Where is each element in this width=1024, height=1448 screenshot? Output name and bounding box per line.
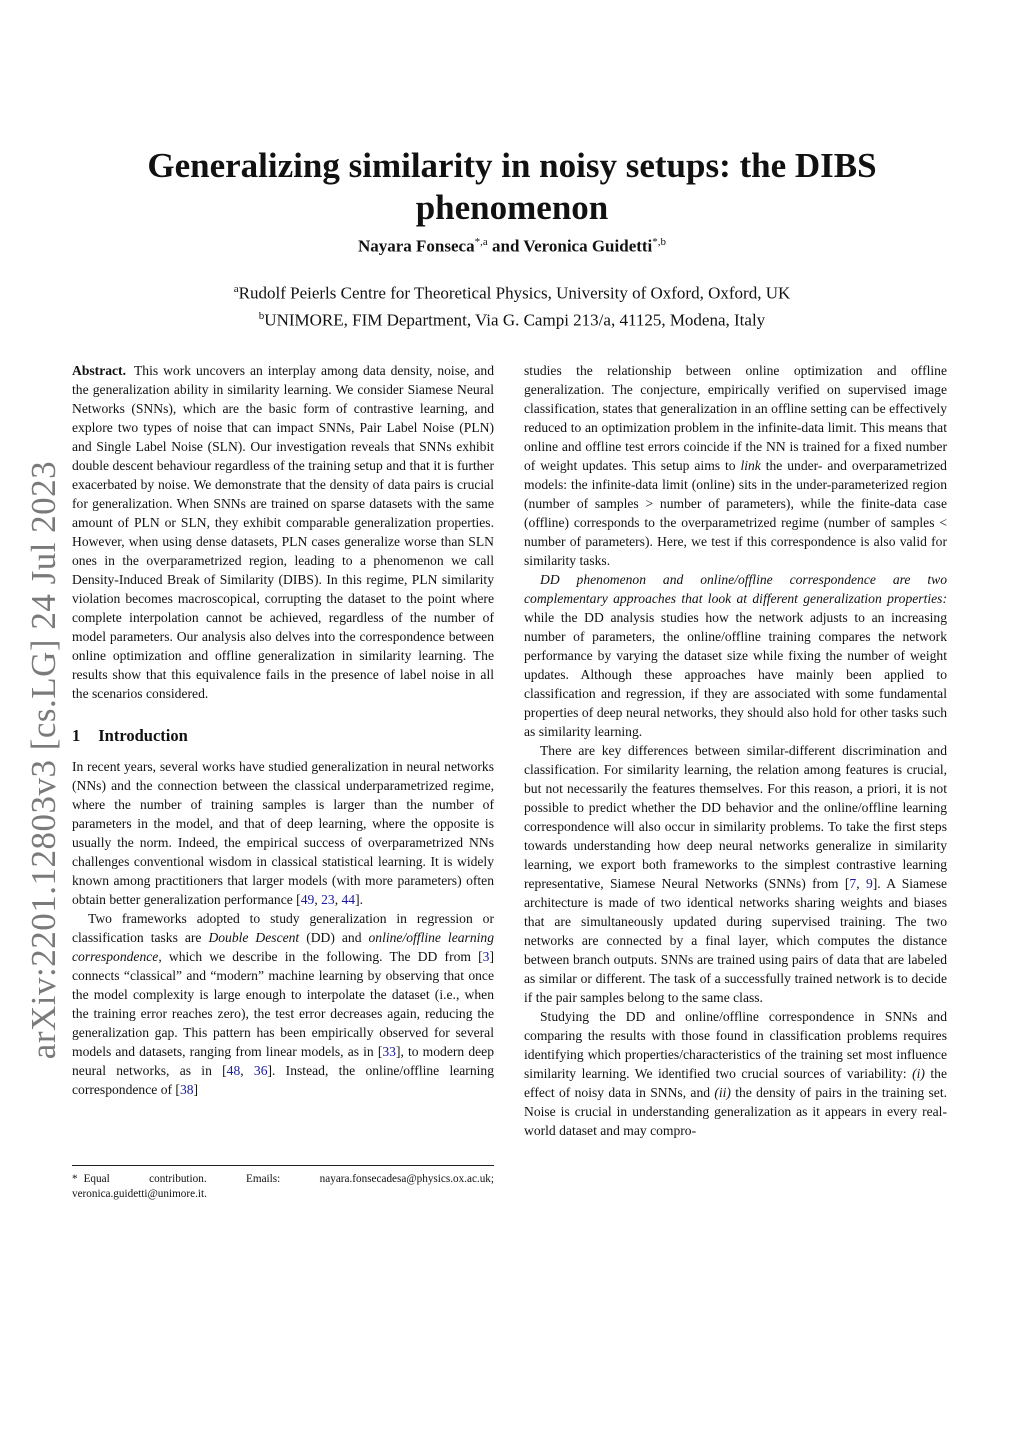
text-run: ], to modern deep neural networks, as in [: [72, 1044, 494, 1078]
affiliation-line: [100, 278, 924, 305]
author-line: [100, 236, 924, 257]
citation-link[interactable]: 36: [253, 1063, 268, 1078]
text-run: Studying the DD and online/offline correspondence in SNNs and comparing the results with those found in classification problems requires identifying which properties/characteristics of the training set most influence similarity learning. We identified two crucial sources of variability:: [524, 1009, 947, 1081]
text-run: ].: [355, 892, 364, 907]
paper-title: Generalizing similarity in noisy setups: the DIBS phenomenon: [147, 146, 877, 227]
right-column: [524, 361, 947, 1140]
text-run: , which we describe in the following. The DD from [: [158, 949, 483, 964]
arxiv-sidebar-stamp: [24, 460, 64, 1060]
section-heading: [72, 725, 494, 747]
left-column: [72, 361, 494, 1099]
emphasis: (i): [912, 1066, 925, 1081]
text-run: studies the relationship between online optimization and offline generalization. The conjecture, empirically verified on supervised image classification, states that generalization in an offline setting can be effectively reduced to an optimization problem in the infinite-data limit. This means that online and offline test errors coincide if the NN is trained for a fixed number of weight updates. This setup aims to: [524, 363, 947, 473]
paragraph: There are key differences between similar-different discrimination and classification. For similarity learning, the relation among features is crucial, but not necessarily the features themselves. For this reason, a priori, it is not possible to predict whether the DD behavior and the online/offline learning correspondence will also occur in similarity problems. To take the first steps towards understanding how deep neural networks generalize in similarity learning, we export both frameworks to the simplest contrastive learning representative, Siamese Neural Networks (SNNs) from [7, 9]. A Siamese architecture is made of two identical networks sharing weights and biases that are simultaneously updated during supervised training. The two networks are connected by a final layer, which computes the distance between branch outputs. SNNs are trained using pairs of data that are labeled as similar or different. The task of a successfully trained network is to decide if the pair samples belong to the same class.: [524, 743, 948, 1005]
author-affiliation-mark: *,b: [652, 236, 667, 248]
text-run: while the DD analysis studies how the network adjusts to an increasing number of parameters, the online/offline training compares the network performance by varying the dataset size while fixing the number of weight updates. Although these approaches have mainly been applied to classification and regression, if they are associated with some fundamental properties of deep neural networks, they should also hold for other tasks such as similarity learning.: [524, 610, 947, 739]
emphasis: online/offline learning correspondence: [72, 930, 494, 964]
citation-link[interactable]: 48: [226, 1063, 241, 1078]
abstract-text: This work uncovers an interplay among data density, noise, and the generalization ability in similarity learning. We consider Siamese Neural Networks (SNNs), which are the basic form of contrastive learning, and explore two types of noise that can impact SNNs, Pair Label Noise (PLN) and Single Label Noise (SLN). Our investigation reveals that SNNs exhibit double descent behaviour regardless of the training setup and that it is further exacerbated by noise. We demonstrate that the density of data pairs is crucial for generalization. When SNNs are trained on sparse datasets with the same amount of PLN or SLN, they exhibit comparable generalization properties. However, when using dense datasets, PLN cases generalize worse than SLN ones in the overparametrized region, leading to a phenomenon we call Density-Induced Break of Similarity (DIBS). In this regime, PLN similarity violation becomes macroscopical, corrupting the dataset to the point where complete interpolation cannot be achieved, regardless of the number of model parameters. Our analysis also delves into the correspondence between online optimization and offline generalization in similarity learning. The results show that this equivalence fails in the presence of label noise in all the scenarios considered.: [72, 363, 494, 701]
text-run: the effect of noisy data in SNNs, and: [524, 1066, 947, 1100]
paragraph: In recent years, several works have studied generalization in neural networks (NNs) and the connection between the classical underparametrized regime, where the number of training samples is larger than the number of parameters in the model, and that of deep learning, where the opposite is usually the norm. Indeed, the empirical success of overparametrized NNs challenges conventional wisdom in classical statistical learning. It is widely known among practitioners that larger models (with more parameters) often obtain better generalization performance [49, 23, 44].: [72, 759, 494, 907]
text-run: the under- and overparametrized models: the infinite-data limit (online) sits in the under-parameterized region (number of samples > number of parameters), while the finite-data case (offline) corresponds to the overparametrized regime (number of samples < number of parameters). Here, we test if this correspondence is also valid for similarity tasks.: [524, 458, 947, 568]
affiliations: [100, 278, 924, 331]
text-run: ]. Instead, the online/offline learning correspondence of [: [72, 1063, 494, 1097]
footnote-text: Equal contribution. Emails: nayara.fonsecadesa@physics.ox.ac.uk; veronica.guidetti@unimore.it.: [72, 1173, 494, 1200]
citation-link[interactable]: 33: [382, 1044, 396, 1059]
citation-link[interactable]: 23: [321, 892, 335, 907]
author-name: Veronica Guidetti: [523, 236, 653, 256]
abstract: [72, 361, 494, 703]
affiliation-text: Rudolf Peierls Centre for Theoretical Physics, University of Oxford, Oxford, UK: [238, 283, 791, 303]
citation-link[interactable]: 44: [341, 892, 356, 907]
author-conjunction: and: [491, 236, 520, 256]
affiliation-mark: b: [258, 309, 265, 322]
paragraph: [524, 361, 947, 570]
section-title: Introduction: [98, 726, 188, 745]
citation-link[interactable]: 3: [482, 949, 490, 964]
footnote-marker: *: [72, 1173, 78, 1185]
text-run: In recent years, several works have studied generalization in neural networks (NNs) and the connection between the classical underparametrized regime, where the number of training samples is larger than the number of parameters in the model, and that of deep learning, where the opposite is usually the norm. Indeed, the empirical success of overparametrized NNs challenges conventional wisdom in classical statistical learning. It is widely known among practitioners that larger models (with more parameters) often obtain better generalization performance [: [72, 759, 494, 907]
citation-link[interactable]: 7: [849, 876, 857, 891]
affiliation-text: UNIMORE, FIM Department, Via G. Campi 213/a, 41125, Modena, Italy: [264, 310, 766, 330]
abstract-label: Abstract.: [72, 363, 126, 378]
paragraph: [524, 570, 947, 741]
text-run: ]: [193, 1082, 199, 1097]
section-number: 1: [72, 726, 81, 745]
citation-link[interactable]: 38: [179, 1082, 194, 1097]
emphasis: Double Descent: [208, 930, 300, 945]
affiliation-mark: a: [233, 283, 239, 295]
emphasis: link: [740, 458, 761, 473]
affiliation-line: [100, 305, 924, 332]
arxiv-identifier: arXiv:2201.12803v3 [cs.LG] 24 Jul 2023: [24, 460, 63, 1060]
text-run: the density of pairs in the training set. Noise is crucial in understanding generalization as it appears in every real-world dataset and may compro-: [524, 1085, 947, 1138]
text-run: (DD) and: [299, 930, 369, 945]
citation-link[interactable]: 49: [300, 892, 315, 907]
footnote-rule: [72, 1165, 494, 1166]
author-name: Nayara Fonseca: [357, 236, 475, 256]
citation-link[interactable]: 9: [865, 876, 873, 891]
author-affiliation-mark: *,a: [474, 236, 488, 248]
emphasis: DD phenomenon and online/offline correspondence are two complementary approaches that look at different generalization properties:: [524, 572, 947, 606]
text-run: ]. A Siamese architecture is made of two identical networks sharing weights and biases that are simultaneously updated during supervised training. The two networks are connected by a final layer, which computes the distance between branch outputs. SNNs are trained using pairs of data that are labeled as similar or different. The task of a successfully trained network is to decide if the pair samples belong to the same class.: [524, 876, 948, 1005]
text-run: Two frameworks adopted to study generalization in regression or classification tasks are: [72, 911, 494, 945]
emphasis: (ii): [714, 1085, 731, 1100]
text-run: ] connects “classical” and “modern” machine learning by observing that once the model complexity is large enough to interpolate the dataset (i.e., when the training error reaches zero), the test error decreases again, reducing the generalization gap. This pattern has been empirically observed for several models and datasets, ranging from linear models, as in [: [72, 949, 494, 1059]
paragraph: [524, 1007, 947, 1140]
paragraph: Two frameworks adopted to study generalization in regression or classification tasks are Double Descent (DD) and online/offline learning correspondence, which we describe in the following. The DD from [3] connects “classical” and “modern” machine learning by observing that once the model complexity is large enough to interpolate the dataset (i.e., when the training error reaches zero), the test error decreases again, reducing the generalization gap. This pattern has been empirically observed for several models and datasets, ranging from linear models, as in [33], to modern deep neural networks, as in [48, 36]. Instead, the online/offline learning correspondence of [38]: [72, 911, 494, 1097]
footnote: [72, 1172, 494, 1202]
text-run: There are key differences between similar-different discrimination and classification. For similarity learning, the relation among features is crucial, but not necessarily the features themselves. For this reason, a priori, it is not possible to predict whether the DD behavior and the online/offline learning correspondence will also occur in similarity problems. To take the first steps towards understanding how deep neural networks generalize in similarity learning, we export both frameworks to the simplest contrastive learning representative, Siamese Neural Networks (SNNs) from [: [524, 743, 947, 891]
